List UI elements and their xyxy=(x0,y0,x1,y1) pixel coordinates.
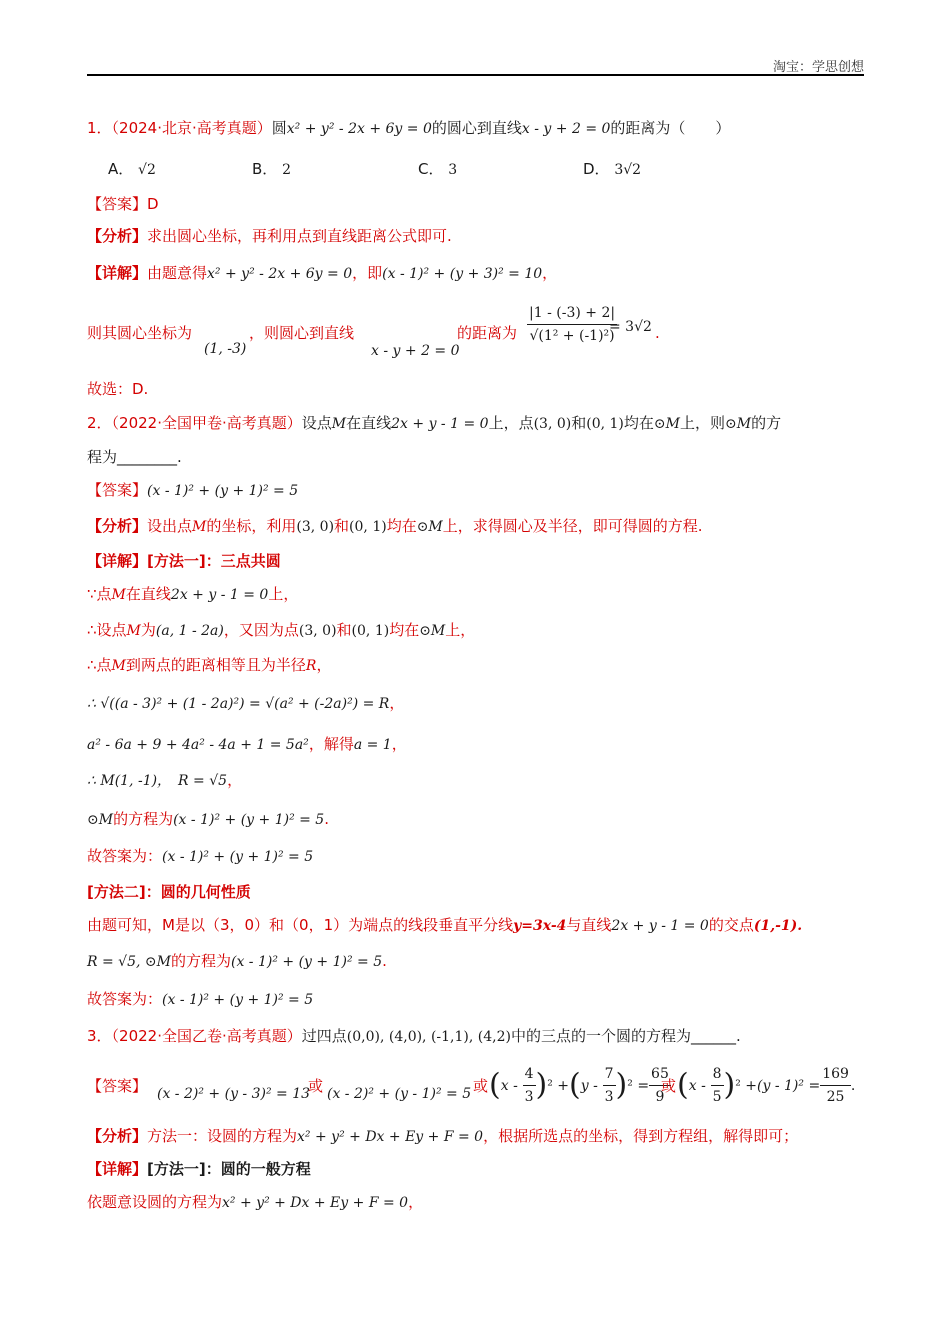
page-header xyxy=(87,56,864,76)
q1-conclusion: 故选：D. xyxy=(87,380,149,398)
header-text: 淘宝：学思创想 xyxy=(772,60,864,75)
q1-option-c: C． 3 xyxy=(418,160,458,178)
q1-stem: 1．（2024·北京·高考真题）圆x² + y² - 2x + 6y = 0的圆心到直线x - y + 2 = 0的距离为（ ） xyxy=(87,119,731,137)
q2-step-3: ∴点M到两点的距离相等且为半径R， xyxy=(87,656,332,674)
q2-step-4: ∴ √((a - 3)² + (1 - 2a)²) = √(a² + (-2a)²) = R， xyxy=(87,694,405,712)
q3-analysis: 【分析】方法一：设圆的方程为x² + y² + Dx + Ey + F = 0，根据所选点的坐标，得到方程组，解得即可； xyxy=(87,1127,799,1145)
q2-step-2: ∴设点M为(a, 1 - 2a)，又因为点(3, 0)和(0, 1)均在⊙M上， xyxy=(87,621,476,639)
q2-analysis: 【分析】设出点M的坐标，利用(3, 0)和(0, 1)均在⊙M上，求得圆心及半径，即可得圆的方程. xyxy=(87,517,703,535)
q1-option-b: B． 2 xyxy=(252,160,291,178)
q1-detail: 【详解】由题意得x² + y² - 2x + 6y = 0，即(x - 1)² + (y + 3)² = 10， xyxy=(87,264,558,282)
q1-option-a: A． √2 xyxy=(108,160,156,178)
q2-stem-line2: 程为________. xyxy=(87,448,182,466)
q2-answer: 【答案】(x - 1)² + (y + 1)² = 5 xyxy=(87,481,299,499)
q2-step-1: ∵点M在直线2x + y - 1 = 0上， xyxy=(87,585,299,603)
q3-detail-1: 依题意设圆的方程为x² + y² + Dx + Ey + F = 0， xyxy=(87,1193,424,1211)
q1-analysis: 【分析】求出圆心坐标，再利用点到直线距离公式即可. xyxy=(87,227,452,245)
q2-method2-header: [方法二]：圆的几何性质 xyxy=(87,883,251,901)
q2-method2-answer: 故答案为：(x - 1)² + (y + 1)² = 5 xyxy=(87,990,314,1008)
q2-method2-text: 由题可知，M是以（3，0）和（0，1）为端点的线段垂直平分线y=3x-4与直线2x + y - 1 = 0的交点(1,-1). xyxy=(87,916,803,934)
q2-step-5: a² - 6a + 9 + 4a² - 4a + 1 = 5a²，解得a = 1， xyxy=(87,735,407,753)
q2-detail-header: 【详解】[方法一]：三点共圆 xyxy=(87,552,281,570)
q2-step-8: 故答案为：(x - 1)² + (y + 1)² = 5 xyxy=(87,847,314,865)
q2-stem: 2．（2022·全国甲卷·高考真题）设点M在直线2x + y - 1 = 0上，点(3, 0)和(0, 1)均在⊙M上，则⊙M的方 xyxy=(87,414,782,432)
q2-step-6: ∴ M(1, -1)， R = √5， xyxy=(87,771,243,789)
q3-stem: 3．（2022·全国乙卷·高考真题）过四点(0,0), (4,0), (-1,1), (4,2)中的三点的一个圆的方程为______. xyxy=(87,1027,741,1045)
q2-step-7: ⊙M的方程为(x - 1)² + (y + 1)² = 5. xyxy=(87,810,329,828)
q1-answer: 【答案】D xyxy=(87,195,159,213)
q2-method2-result: R = √5, ⊙M的方程为(x - 1)² + (y + 1)² = 5. xyxy=(87,952,387,970)
q3-detail-header: 【详解】[方法一]：圆的一般方程 xyxy=(87,1160,311,1178)
q1-option-d: D． 3√2 xyxy=(583,160,642,178)
